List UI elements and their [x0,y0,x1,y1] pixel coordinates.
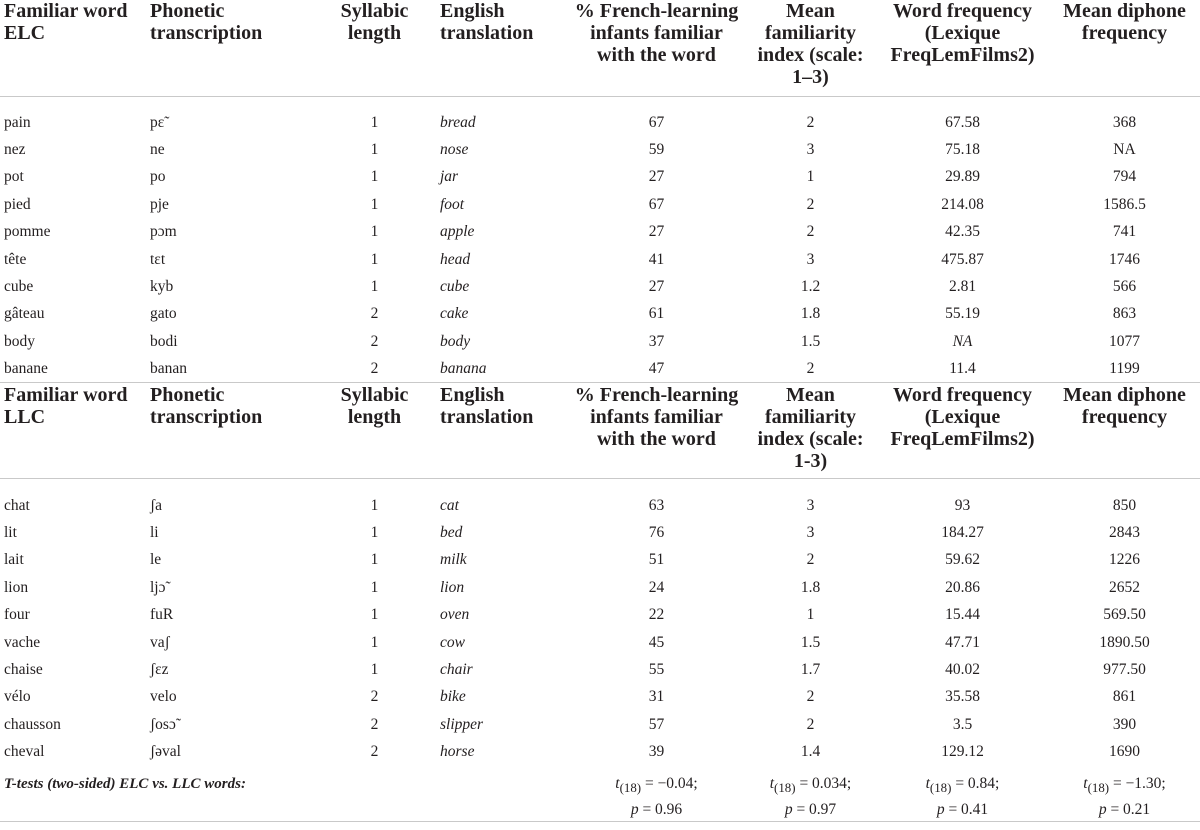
elc-header-word-frequency: Word frequency (Lexique FreqLemFilms2) [876,0,1049,96]
table-row [0,738,1200,765]
table-row [0,601,1200,628]
cell-english-translation: cube [440,278,470,296]
cell-phonetic-transcription: ljɔ̃ [150,578,166,596]
cell-diphone-frequency: 861 [1112,688,1137,706]
table-row [0,273,1200,300]
cell-familiar-word: vache [4,633,41,651]
table-row [0,301,1200,328]
cell-english-translation: lion [440,578,465,596]
cell-percent-familiar: 27 [648,168,665,186]
cell-syllabic-length: 1 [370,195,379,213]
cell-word-frequency: 129.12 [941,743,984,761]
cell-english-translation: head [440,250,471,268]
ttest-diphone-frequency: $t_{(18)} = -1.30$; p = 0.21 [1049,766,1200,822]
llc-header-row [0,383,1200,479]
cell-word-frequency: 35.58 [945,688,980,706]
cell-diphone-frequency: 741 [1112,223,1137,241]
cell-word-frequency: 184.27 [941,523,984,541]
cell-english-translation: cake [440,305,469,323]
cell-phonetic-transcription: ne [150,141,165,159]
cell-syllabic-length: 2 [370,688,379,706]
cell-word-frequency: 42.35 [945,223,980,241]
table-row [0,246,1200,273]
table-row [0,356,1200,383]
elc-header-english-translation: English translation [436,0,568,96]
llc-header-phonetic-transcription: Phonetic transcription [146,383,313,479]
cell-diphone-frequency: 390 [1112,715,1137,733]
cell-percent-familiar: 39 [648,743,665,761]
cell-percent-familiar: 31 [648,688,665,706]
cell-phonetic-transcription: fuR [150,606,174,624]
table-row [0,656,1200,683]
elc-header-section [0,0,1200,109]
cell-syllabic-length: 1 [370,633,379,651]
cell-diphone-frequency: 1746 [1109,250,1140,268]
cell-diphone-frequency: 1586.5 [1103,195,1146,213]
cell-phonetic-transcription: ʃa [150,496,163,514]
cell-diphone-frequency: 1890.50 [1099,633,1150,651]
cell-word-frequency: 47.71 [945,633,980,651]
table-row [0,547,1200,574]
cell-percent-familiar: 59 [648,141,665,159]
cell-english-translation: foot [440,195,465,213]
cell-syllabic-length: 1 [370,113,379,131]
cell-familiar-word: body [4,332,35,350]
cell-phonetic-transcription: banan [146,356,313,383]
cell-percent-familiar: 27 [648,223,665,241]
cell-diphone-frequency: NA [1113,141,1136,159]
cell-word-frequency: 15.44 [945,606,980,624]
table-row [0,711,1200,738]
cell-word-frequency: NA [952,332,973,350]
cell-percent-familiar: 45 [648,633,665,651]
cell-familiar-word: lit [4,523,17,541]
cell-english-translation: bike [440,688,466,706]
cell-phonetic-transcription: le [150,551,162,569]
cell-familiar-word: four [4,606,30,624]
cell-familiarity-index: 1.8 [800,578,821,596]
ttest-label [0,766,568,822]
elc-header-spacer [0,96,1200,109]
cell-word-frequency: 67.58 [945,113,980,131]
cell-english-translation: bed [440,523,463,541]
cell-phonetic-transcription: vaʃ [150,633,170,651]
cell-familiarity-index: 1 [806,168,815,186]
table-row [0,164,1200,191]
llc-header-spacer [0,479,1200,492]
ttest-section [0,766,1200,822]
cell-phonetic-transcription: li [150,523,159,541]
cell-syllabic-length: 2 [370,305,379,323]
cell-phonetic-transcription: kyb [150,278,174,296]
cell-phonetic-transcription: ʃɛz [150,660,169,678]
cell-familiarity-index: 2 [806,715,815,733]
cell-diphone-frequency: 1226 [1109,551,1140,569]
llc-header-percent-familiar: % French-learning infants familiar with the word [568,383,745,479]
cell-familiar-word: cheval [4,743,45,761]
cell-percent-familiar: 41 [648,250,665,268]
cell-percent-familiar: 24 [648,578,665,596]
cell-familiarity-index: 1 [806,606,815,624]
cell-english-translation: jar [440,168,459,186]
cell-diphone-frequency: 1077 [1109,332,1140,350]
cell-english-translation: horse [440,743,475,761]
cell-word-frequency: 11.4 [876,356,1049,383]
cell-familiarity-index: 1.8 [800,305,821,323]
cell-familiar-word: banane [0,356,146,383]
cell-familiar-word: pomme [4,223,51,241]
cell-phonetic-transcription: tɛt [150,250,166,268]
cell-word-frequency: 475.87 [941,250,984,268]
cell-diphone-frequency: 794 [1112,168,1137,186]
cell-familiarity-index: 2 [745,356,876,383]
table-row [0,109,1200,136]
cell-percent-familiar: 37 [648,332,665,350]
cell-word-frequency: 2.81 [948,278,977,296]
cell-syllabic-length: 2 [370,332,379,350]
elc-header-phonetic-transcription: Phonetic transcription [146,0,313,96]
cell-syllabic-length: 2 [370,715,379,733]
elc-header-percent-familiar: % French-learning infants familiar with the word [568,0,745,96]
cell-word-frequency: 75.18 [945,141,980,159]
cell-percent-familiar: 67 [648,113,665,131]
cell-percent-familiar: 55 [648,660,665,678]
cell-word-frequency: 20.86 [945,578,980,596]
cell-diphone-frequency: 2652 [1109,578,1140,596]
table-row [0,629,1200,656]
cell-syllabic-length: 1 [370,660,379,678]
cell-familiar-word: lait [4,551,24,569]
cell-phonetic-transcription: ʃosɔ̃ [150,715,176,733]
llc-header-word-frequency: Word frequency (Lexique FreqLemFilms2) [876,383,1049,479]
elc-header-row [0,0,1200,96]
ttest-row [0,766,1200,822]
cell-familiarity-index: 2 [806,688,815,706]
llc-header-familiarity-index: Mean familiarity index (scale: 1-3) [745,383,876,479]
cell-english-translation: slipper [440,715,484,733]
cell-english-translation: cow [440,633,465,651]
ttest-label-text: T-tests (two-sided) ELC vs. LLC words: [4,775,246,792]
cell-syllabic-length: 1 [370,223,379,241]
cell-familiar-word: cube [4,278,34,296]
cell-percent-familiar: 76 [648,523,665,541]
llc-header-english-translation: English translation [436,383,568,479]
cell-familiarity-index: 3 [806,523,815,541]
cell-word-frequency: 93 [954,496,971,514]
cell-diphone-frequency: 850 [1112,496,1137,514]
cell-diphone-frequency: 1199 [1049,356,1200,383]
cell-familiarity-index: 3 [806,141,815,159]
cell-phonetic-transcription: po [150,168,166,186]
cell-percent-familiar: 51 [648,551,665,569]
cell-familiarity-index: 2 [806,195,815,213]
table-row [0,574,1200,601]
llc-rows [0,492,1200,766]
ttest-familiarity-index: $t_{(18)} = 0.034$; p = 0.97 [745,766,876,822]
cell-familiar-word: chaise [4,660,43,678]
cell-familiar-word: lion [4,578,29,596]
cell-word-frequency: 3.5 [952,715,973,733]
cell-phonetic-transcription: pɛ̃ [150,113,165,131]
cell-percent-familiar: 61 [648,305,665,323]
cell-familiarity-index: 1.7 [800,660,821,678]
llc-header-section [0,383,1200,492]
elc-rows [0,109,1200,383]
cell-phonetic-transcription: velo [150,688,177,706]
cell-syllabic-length: 2 [370,743,379,761]
cell-english-translation: oven [440,606,470,624]
cell-english-translation: bread [440,113,476,131]
elc-header-diphone-frequency: Mean diphone frequency [1049,0,1200,96]
cell-familiarity-index: 1.5 [800,633,821,651]
table-row [0,328,1200,355]
ttest-word-frequency: $t_{(18)} = 0.84$; p = 0.41 [876,766,1049,822]
cell-english-translation: chair [440,660,473,678]
cell-syllabic-length: 1 [370,523,379,541]
table-row [0,136,1200,163]
llc-header-diphone-frequency: Mean diphone frequency [1049,383,1200,479]
cell-syllabic-length: 1 [370,278,379,296]
llc-header-syllabic-length: Syllabic length [313,383,436,479]
cell-english-translation: apple [440,223,475,241]
cell-word-frequency: 40.02 [945,660,980,678]
table-row [0,492,1200,519]
table-row [0,684,1200,711]
cell-phonetic-transcription: pɔm [150,223,177,241]
cell-percent-familiar: 67 [648,195,665,213]
cell-percent-familiar: 63 [648,496,665,514]
cell-syllabic-length: 1 [370,551,379,569]
cell-percent-familiar: 47 [568,356,745,383]
cell-english-translation: milk [440,551,467,569]
cell-familiar-word: tête [4,250,27,268]
cell-word-frequency: 214.08 [941,195,984,213]
cell-english-translation: body [440,332,471,350]
cell-english-translation: cat [440,496,459,514]
cell-familiarity-index: 2 [806,223,815,241]
cell-diphone-frequency: 863 [1112,305,1137,323]
cell-familiarity-index: 2 [806,113,815,131]
cell-familiar-word: gâteau [4,305,45,323]
cell-familiarity-index: 2 [806,551,815,569]
cell-syllabic-length: 1 [370,250,379,268]
cell-diphone-frequency: 569.50 [1103,606,1146,624]
cell-familiar-word: pot [4,168,24,186]
cell-diphone-frequency: 1690 [1109,743,1140,761]
cell-diphone-frequency: 566 [1112,278,1137,296]
cell-diphone-frequency: 368 [1112,113,1137,131]
cell-percent-familiar: 22 [648,606,665,624]
cell-syllabic-length: 1 [370,168,379,186]
cell-word-frequency: 55.19 [945,305,980,323]
cell-familiarity-index: 3 [806,250,815,268]
cell-syllabic-length: 1 [370,578,379,596]
cell-english-translation: banana [436,356,568,383]
cell-familiar-word: chat [4,496,30,514]
cell-diphone-frequency: 2843 [1109,523,1140,541]
cell-familiarity-index: 3 [806,496,815,514]
cell-syllabic-length: 1 [370,496,379,514]
cell-familiar-word: nez [4,141,26,159]
cell-syllabic-length: 2 [313,356,436,383]
table-row [0,191,1200,218]
elc-header-familiar-word: Familiar word ELC [0,0,146,96]
cell-familiar-word: pain [4,113,31,131]
cell-phonetic-transcription: pje [150,195,169,213]
cell-word-frequency: 59.62 [945,551,980,569]
elc-header-familiarity-index: Mean familiarity index (scale: 1–3) [745,0,876,96]
cell-familiarity-index: 1.2 [800,278,821,296]
llc-header-familiar-word: Familiar word LLC [0,383,146,479]
cell-word-frequency: 29.89 [945,168,980,186]
cell-familiar-word: vélo [4,688,31,706]
cell-phonetic-transcription: bodi [150,332,178,350]
cell-phonetic-transcription: ʃəval [150,743,181,761]
ttest-familiar-percent: $t_{(18)} = -0.04$; p = 0.96 [568,766,745,822]
cell-syllabic-length: 1 [370,606,379,624]
cell-phonetic-transcription: gato [150,305,177,323]
elc-header-syllabic-length: Syllabic length [313,0,436,96]
cell-familiarity-index: 1.5 [800,332,821,350]
cell-english-translation: nose [440,141,469,159]
cell-percent-familiar: 27 [648,278,665,296]
cell-familiar-word: chausson [4,715,61,733]
cell-syllabic-length: 1 [370,141,379,159]
table-row [0,519,1200,546]
table-row [0,219,1200,246]
cell-familiarity-index: 1.4 [800,743,821,761]
cell-percent-familiar: 57 [648,715,665,733]
cell-familiar-word: pied [4,195,31,213]
cell-diphone-frequency: 977.50 [1103,660,1146,678]
